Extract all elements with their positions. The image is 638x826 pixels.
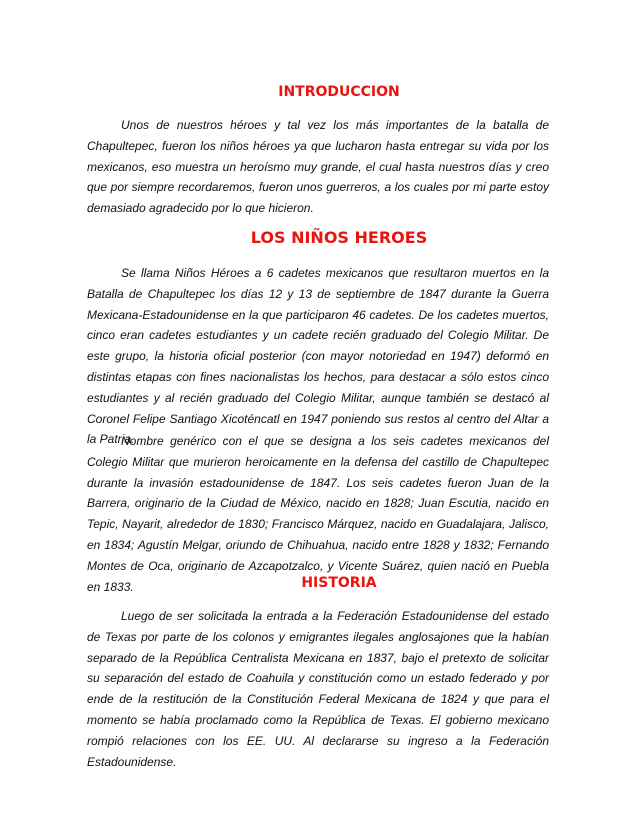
ninos-heroes-paragraph-2: Nombre genérico con el que se designa a los seis cadetes mexicanos del Colegio Militar que murieron heroicamente en la defensa del castillo de Chapultepec durante la invasión estadounidense de 1847. Los seis cadetes fueron Juan de la Barrera, originario de la Ciudad de México, nacido en 1828; Juan Escutia, nacido en Tepic, Nayarit, alrededor de 1830; Francisco Márquez, nacido en Guadalajara, Jalisco, en 1834; Agustín Melgar, oriundo de Chihuahua, nacido entre 1828 y 1832; Fernando Montes de Oca, originario de Azcapotzalco, y Vicente Suárez, quien nació en Puebla en 1833.	[87, 434, 549, 594]
section-title-historia: HISTORIA	[301, 575, 377, 591]
historia-paragraph: Luego de ser solicitada la entrada a la Federación Estadounidense del estado de Texas por parte de los colonos y emigrantes ilegales anglosajones que la habían separado de la República Centralista Mexicana en 1837, bajo el pretexto de solicitar su separación del estado de Coahuila y constitución como un estado federado y por ende de la restitución de la Constitución Federal Mexicana de 1824 y que para el momento se había proclamado como la República de Texas. El gobierno mexicano rompió relaciones con los EE. UU. Al declararse su ingreso a la Federación Estadounidense.	[87, 609, 549, 769]
ninos-heroes-paragraph-1: Se llama Niños Héroes a 6 cadetes mexicanos que resultaron muertos en la Batalla de Chapultepec los días 12 y 13 de septiembre de 1847 durante la Guerra Mexicana-Estadounidense en la que participaron 46 cadetes. De los cadetes muertos, cinco eran cadetes estudiantes y un cadete recién graduado del Colegio Militar. De este grupo, la historia oficial posterior (con mayor notoriedad en 1947) deformó en distintas etapas con fines nacionalistas los hechos, para destacar a sólo estos cinco estudiantes y al recién graduado del Colegio Militar, aunque también se destacó al Coronel Felipe Santiago Xicoténcatl en 1947 poniendo sus restos al centro del Altar a la Patria.	[87, 266, 549, 447]
section-title-introduccion: INTRODUCCION	[278, 84, 400, 100]
intro-paragraph: Unos de nuestros héroes y tal vez los más importantes de la batalla de Chapultepec, fueron los niños héroes ya que lucharon hasta entregar su vida por los mexicanos, eso muestra un heroísmo muy grande, el cual hasta nuestros días y creo que por siempre recordaremos, fueron unos guerreros, a los cuales por mi parte estoy demasiado agradecido por lo que hicieron.	[87, 118, 549, 216]
section-title-ninos-heroes: LOS NIÑOS HEROES	[250, 228, 428, 247]
